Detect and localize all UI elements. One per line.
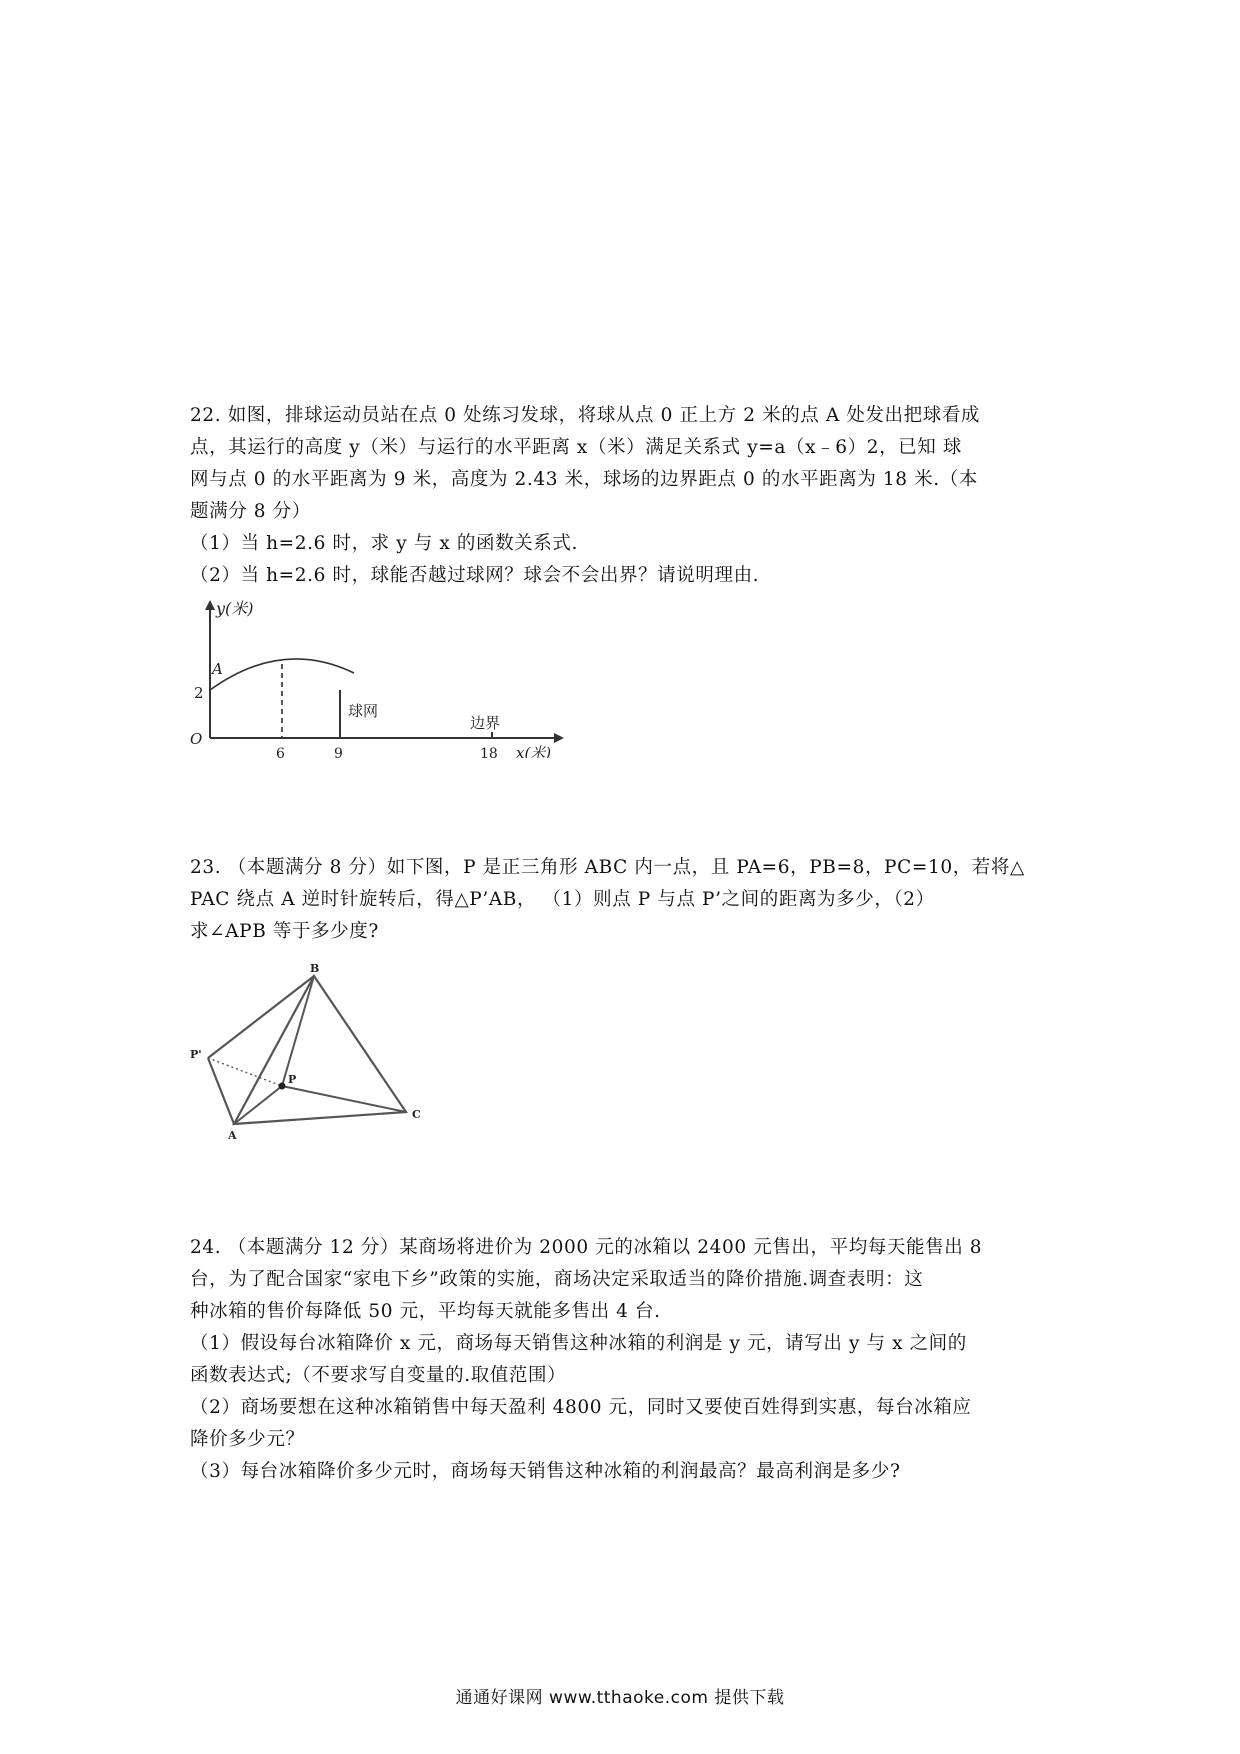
q22-line: 22. 如图，排球运动员站在点 0 处练习发球，将球从点 0 正上方 2 米的点 A 处发出把球看成	[190, 405, 981, 426]
q24-line: 24. （本题满分 12 分）某商场将进价为 2000 元的冰箱以 2400 元售出，平均每天能售出 8	[190, 1237, 983, 1258]
x-tick-9: 9	[334, 746, 343, 758]
triangle-abc	[234, 976, 406, 1124]
point-a-label: A	[212, 660, 223, 678]
segment-p-prime-p-dotted	[208, 1058, 282, 1086]
y-axis-label: y(米)	[216, 599, 254, 618]
question-22	[190, 400, 1070, 592]
label-a: A	[228, 1129, 237, 1142]
q22-line: 网与点 0 的水平距离为 9 米，高度为 2.43 米，球场的边界距点 0 的水平距离为 18 米.（本	[190, 469, 978, 490]
q23-triangle-figure	[190, 962, 450, 1142]
label-b: B	[310, 962, 320, 975]
q23-line: 求∠APB 等于多少度?	[190, 921, 379, 942]
segment-pc	[282, 1086, 406, 1112]
q22-subquestion-1: （1）当 h=2.6 时，求 y 与 x 的函数关系式.	[190, 533, 578, 554]
q22-line: 点，其运行的高度 y（米）与运行的水平距离 x（米）满足关系式 y=a（x﹣6）2，已知 球	[190, 437, 962, 458]
x-tick-6: 6	[276, 746, 285, 758]
q24-subquestion-1-cont: 函数表达式;（不要求写自变量的.取值范围）	[190, 1365, 567, 1386]
page-footer: 通通好课网 www.tthaoke.com 提供下载	[455, 1688, 785, 1708]
net-label: 球网	[348, 702, 379, 720]
x-tick-18: 18	[480, 746, 498, 758]
origin-label: O	[190, 730, 203, 748]
q24-subquestion-2-cont: 降价多少元？	[190, 1429, 305, 1450]
label-p: P	[288, 1073, 297, 1086]
segment-pb	[282, 976, 314, 1086]
q24-line: 种冰箱的售价每降低 50 元，平均每天就能多售出 4 台.	[190, 1301, 661, 1322]
point-p-dot	[279, 1083, 286, 1090]
q23-line: 23. （本题满分 8 分）如下图，P 是正三角形 ABC 内一点，且 PA=6，PB=8，PC=10，若将△	[190, 857, 1025, 878]
q24-subquestion-3: （3）每台冰箱降价多少元时，商场每天销售这种冰箱的利润最高？最高利润是多少?	[190, 1461, 901, 1482]
x-axis-label: x(米)	[516, 744, 552, 758]
y-axis-arrow	[205, 600, 215, 610]
q22-trajectory-figure	[190, 598, 610, 758]
q23-line: PAC 绕点 A 逆时针旋转后，得△P’AB， （1）则点 P 与点 P’之间的距离为多少，（2）	[190, 889, 935, 910]
label-p-prime: P'	[190, 1048, 202, 1061]
q22-trajectory-svg	[190, 598, 610, 758]
q24-subquestion-2: （2）商场要想在这种冰箱销售中每天盈利 4800 元，同时又要使百姓得到实惠，每台冰箱应	[190, 1397, 972, 1418]
segment-bp-prime	[208, 976, 314, 1058]
question-23	[190, 852, 1070, 948]
boundary-label: 边界	[470, 714, 501, 732]
q22-subquestion-2: （2）当 h=2.6 时，球能否越过球网？球会不会出界？请说明理由.	[190, 565, 760, 586]
q23-triangle-svg	[190, 962, 450, 1142]
segment-p-prime-a	[208, 1058, 234, 1124]
label-c: C	[412, 1108, 421, 1121]
q24-subquestion-1: （1）假设每台冰箱降价 x 元，商场每天销售这种冰箱的利润是 y 元，请写出 y 与 x 之间的	[190, 1333, 967, 1354]
x-axis-arrow	[554, 733, 564, 743]
question-24	[190, 1232, 1070, 1488]
segment-pa	[234, 1086, 282, 1124]
q22-line: 题满分 8 分）	[190, 501, 311, 522]
y-tick-2: 2	[194, 684, 204, 702]
q24-line: 台，为了配合国家“家电下乡”政策的实施，商场决定采取适当的降价措施.调查表明：这	[190, 1269, 924, 1290]
